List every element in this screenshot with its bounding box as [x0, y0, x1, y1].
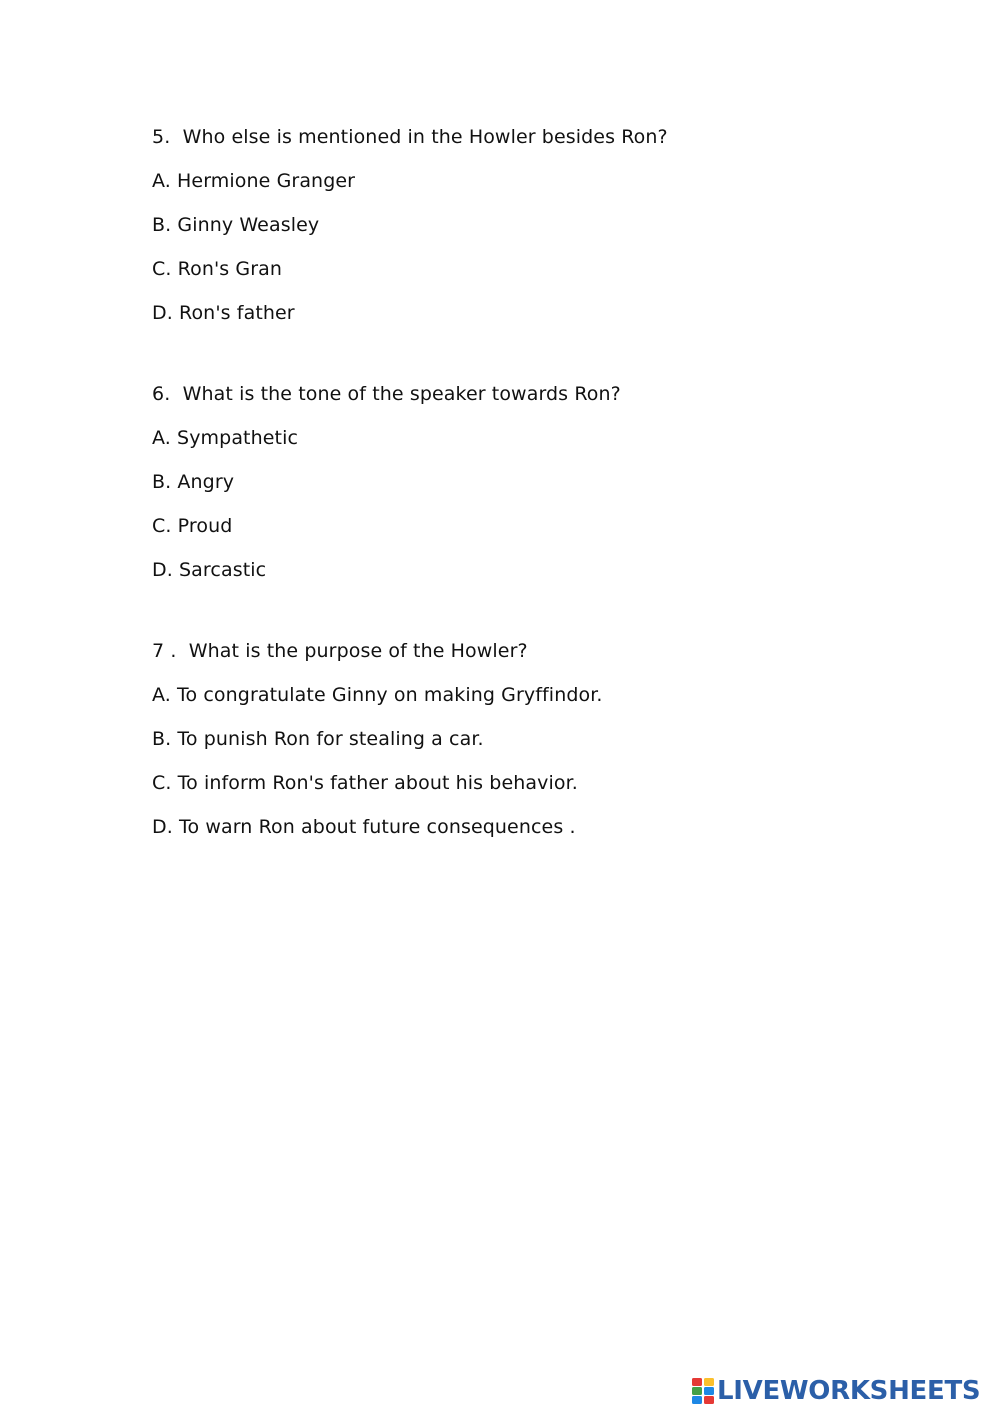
question-5 [152, 122, 912, 342]
brand-name: LIVEWORKSHEETS [717, 1376, 981, 1406]
option-d: D. Sarcastic [152, 559, 267, 581]
option-b: B. To punish Ron for stealing a car. [152, 728, 484, 750]
liveworksheets-brand [692, 1374, 980, 1408]
option-c: C. Ron's Gran [152, 258, 283, 280]
question-stem [152, 636, 912, 680]
option-c: C. Proud [152, 515, 233, 537]
question-number: 6. [152, 383, 171, 405]
question-text: What is the tone of the speaker towards Ron? [182, 383, 621, 405]
option-b: B. Ginny Weasley [152, 214, 320, 236]
question-6 [152, 379, 912, 599]
option-d: D. Ron's father [152, 302, 295, 324]
liveworksheets-logo-icon [692, 1378, 714, 1404]
question-stem [152, 122, 912, 166]
question-7 [152, 636, 912, 856]
option-a: A. Hermione Granger [152, 170, 356, 192]
option-a: A. To congratulate Ginny on making Gryffindor. [152, 684, 603, 706]
option-c: C. To inform Ron's father about his behavior. [152, 772, 578, 794]
question-text: What is the purpose of the Howler? [188, 640, 528, 662]
option-d: D. To warn Ron about future consequences . [152, 816, 576, 838]
question-number: 7 . [152, 640, 177, 662]
question-text: Who else is mentioned in the Howler besides Ron? [182, 126, 668, 148]
question-stem [152, 379, 912, 423]
option-b: B. Angry [152, 471, 235, 493]
question-number: 5. [152, 126, 171, 148]
option-a: A. Sympathetic [152, 427, 299, 449]
